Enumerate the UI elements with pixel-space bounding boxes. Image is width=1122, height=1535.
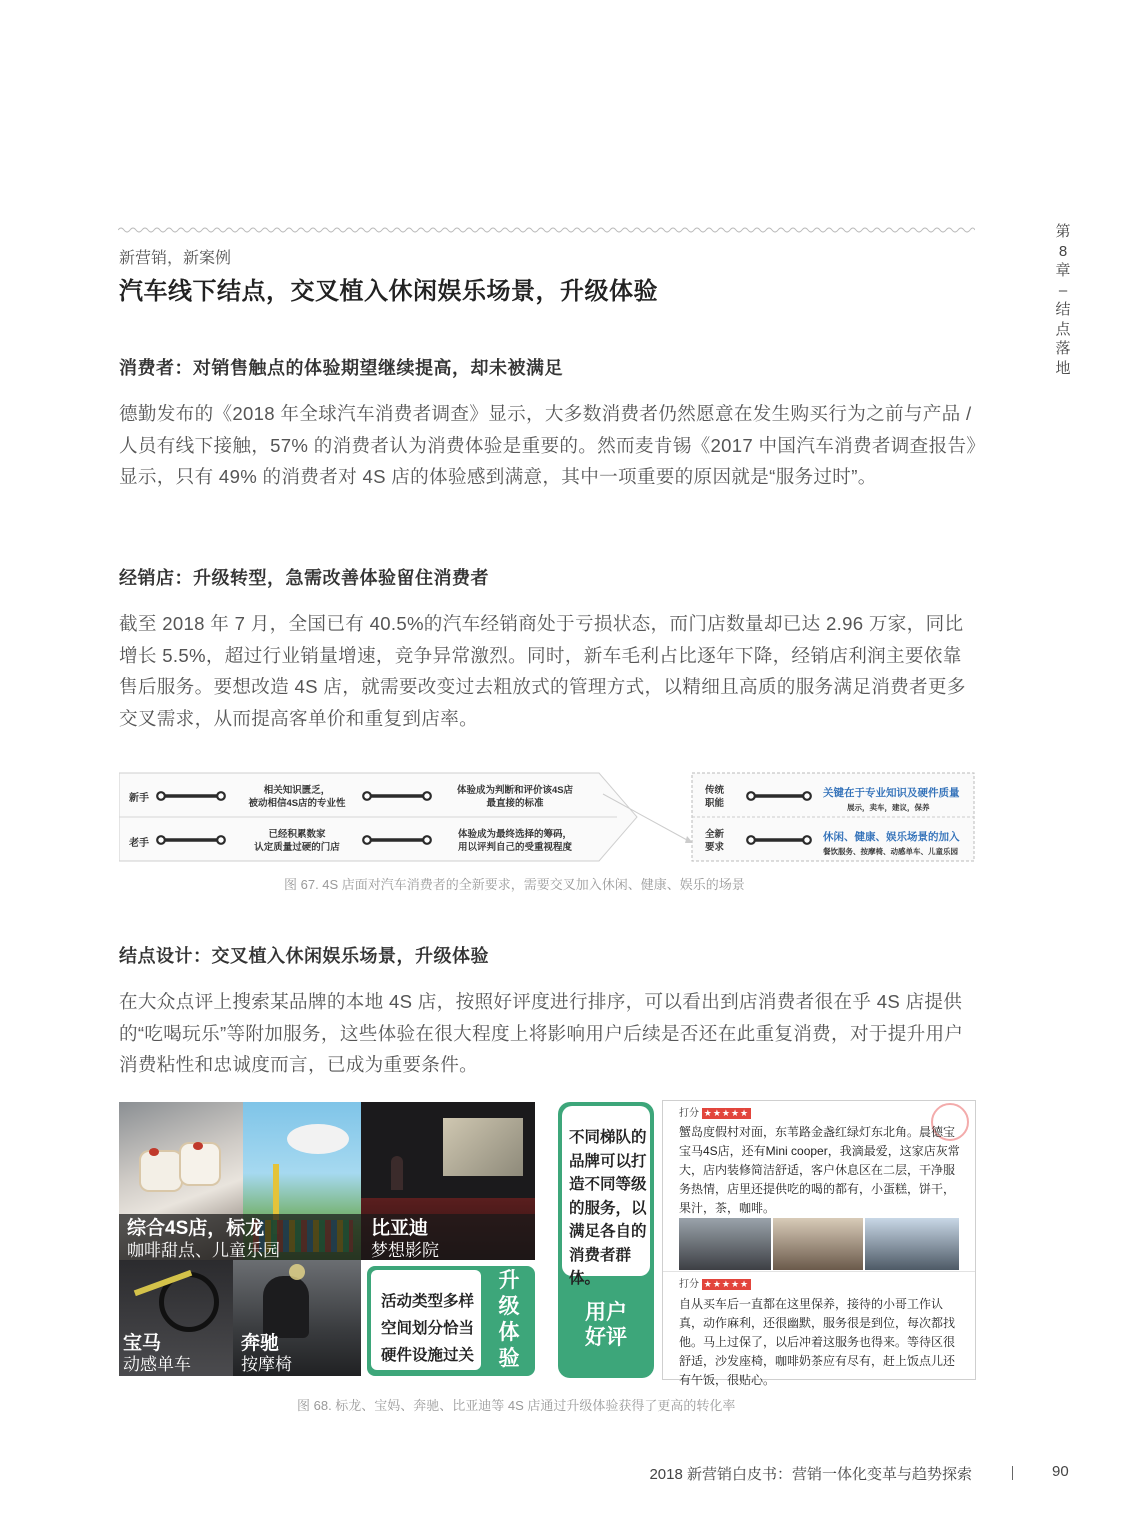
figure-67-caption: 图 67. 4S 店面对汽车消费者的全新要求，需要交叉加入休闲、健康、娱乐的场景 — [284, 877, 745, 892]
review-2-score — [679, 1275, 751, 1290]
chapter-tab-char: 章 — [1055, 262, 1071, 279]
fig67-expert-text2: 体验成为最终选择的筹码， 用以评判自己的受重视程度 — [457, 829, 572, 853]
activity-line-3: 硬件设施过关 — [381, 1347, 475, 1364]
chapter-tab-char: – — [1058, 281, 1068, 299]
photo-sub-bmw: 动感单车 — [123, 1355, 191, 1374]
section-heading-design: 结点设计：交叉植入休闲娱乐场景，升级体验 — [119, 946, 489, 966]
star-rating-icon: ★★★★★ — [703, 1278, 750, 1289]
upgrade-label — [487, 1268, 531, 1372]
chapter-tab-char: 第 — [1055, 223, 1071, 240]
fig67-traditional-label: 传统 职能 — [705, 785, 725, 809]
upgrade-label-char: 体 — [498, 1321, 520, 1344]
review-photo — [773, 1218, 863, 1270]
upgrade-experience-panel — [367, 1266, 535, 1376]
activity-line-2: 空间划分恰当 — [381, 1320, 475, 1337]
fig67-expert-text1: 已经积累数家 认定质量过硬的门店 — [254, 829, 340, 853]
review-1-score-label: 打分 — [679, 1108, 699, 1119]
chapter-tab — [1050, 222, 1076, 378]
figure-68-photo-collage — [119, 1102, 535, 1376]
footer-divider — [1012, 1466, 1013, 1480]
wavy-divider — [118, 226, 975, 234]
photo-sub-benz: 按摩椅 — [241, 1355, 292, 1374]
tier-panel — [558, 1102, 654, 1378]
upgrade-label-char: 验 — [498, 1347, 520, 1370]
review-2-text: 自从买车后一直都在这里保养，接待的小哥工作认真，动作麻利，还很幽默，服务很是到位，每次都找他。马上过保了，以后冲着这服务也得来。等待区很舒适，沙发座椅，咖啡奶茶应有尽有，赶上饭点儿还有午饭，很贴心。 — [679, 1297, 956, 1387]
fig67-new-main: 休闲、健康、娱乐场景的加入 — [823, 831, 960, 843]
review-2-score-label: 打分 — [679, 1279, 699, 1290]
review-1-score — [679, 1104, 751, 1119]
activity-box — [371, 1270, 481, 1370]
fig67-novice-text1: 相关知识匮乏， 被动相信4S店的专业性 — [248, 785, 346, 809]
figure-67-diagram — [119, 772, 975, 862]
section-kicker: 新营销，新案例 — [119, 250, 232, 267]
user-review-label-line: 好评 — [585, 1326, 627, 1349]
chapter-tab-char: 结 — [1055, 301, 1071, 318]
paragraph-dealer: 截至 2018 年 7 月，全国已有 40.5%的汽车经销商处于亏损状态，而门店数量却已达 2.96 万家，同比增长 5.5%，超过行业销量增速，竞争异常激烈。同时，新车毛利占比逐年下降，经销店利润主要依靠售后服务。要想改造 4S 店，就需要改变过去粗放式的管理方式，以精细且高质的服务满足消费者更多交叉需求，从而提高客单价和重复到店率。 — [119, 613, 966, 729]
fig67-row-label-expert: 老手 — [129, 838, 149, 849]
section-heading-consumer: 消费者：对销售触点的体验期望继续提高，却未被满足 — [119, 358, 563, 378]
review-photo — [679, 1218, 771, 1270]
page-title: 汽车线下结点，交叉植入休闲娱乐场景，升级体验 — [119, 278, 658, 305]
figure-68-caption: 图 68. 标龙、宝妈、奔驰、比亚迪等 4S 店通过升级体验获得了更高的转化率 — [297, 1398, 736, 1413]
footer-title: 2018 新营销白皮书：营销一体化变革与趋势探索 — [649, 1466, 972, 1483]
upgrade-label-char: 升 — [498, 1269, 520, 1292]
page-number: 90 — [1052, 1463, 1069, 1480]
photo-label-byd: 比亚迪 — [371, 1218, 429, 1239]
fig67-traditional-main: 关键在于专业知识及硬件质量 — [823, 787, 960, 799]
activity-line-1: 活动类型多样 — [381, 1293, 475, 1310]
fig67-traditional-sub: 展示，卖车，建议，保养 — [847, 803, 930, 812]
chapter-tab-char: 落 — [1055, 340, 1071, 357]
photo-sub-biaolong: 咖啡甜点、儿童乐园 — [127, 1241, 280, 1260]
fig67-row-label-novice: 新手 — [129, 793, 149, 804]
paragraph-consumer: 德勤发布的《2018 年全球汽车消费者调查》显示，大多数消费者仍然愿意在发生购买行为之前与产品 / 人员有线下接触，57% 的消费者认为消费体验是重要的。然而麦肯锡《2017 中国汽车消费者调查报告》显示，只有 49% 的消费者对 4S 店的体验感到满意，其中一项重要的原因就是“服务过时”。 — [119, 403, 976, 487]
photo-label-bmw: 宝马 — [123, 1333, 162, 1354]
fig67-novice-text2: 体验成为判断和评价该4S店 最直接的标准 — [456, 785, 574, 809]
upgrade-label-char: 级 — [498, 1295, 520, 1318]
chapter-tab-char: 点 — [1055, 320, 1071, 338]
tier-text-box — [562, 1106, 650, 1287]
paragraph-design: 在大众点评上搜索某品牌的本地 4S 店，按照好评度进行排序，可以看出到店消费者很在乎 4S 店提供的“吃喝玩乐”等附加服务，这些体验在很大程度上将影响用户后续是否还在此重复消费，对于提升用户消费粘性和忠诚度而言，已成为重要条件。 — [119, 991, 964, 1075]
user-review-label-line: 用户 — [585, 1301, 627, 1324]
fig67-new-sub: 餐饮服务、按摩椅、动感单车、儿童乐园 — [823, 847, 958, 856]
section-heading-dealer: 经销店：升级转型，急需改善体验留住消费者 — [119, 568, 489, 588]
fig67-new-label: 全新 要求 — [705, 829, 725, 853]
chapter-tab-char: 8 — [1058, 242, 1068, 260]
star-rating-icon: ★★★★★ — [703, 1107, 750, 1118]
photo-label-benz: 奔驰 — [241, 1333, 280, 1354]
chapter-tab-char: 地 — [1055, 359, 1071, 377]
review-panel — [662, 1100, 976, 1387]
photo-label-biaolong: 综合4S店，标龙 — [127, 1218, 265, 1239]
review-photo — [865, 1218, 959, 1270]
tier-text: 不同梯队的品牌可以打造不同等级的服务，以满足各自的消费者群体。 — [569, 1129, 647, 1287]
photo-sub-byd: 梦想影院 — [371, 1241, 439, 1260]
review-1-text: 蟹岛度假村对面，东苇路金盏红绿灯东北角。晨德宝宝马4S店，还有Mini cooper，我滴最爱，这家店灰常大，店内装修简洁舒适，客户休息区在二层，干净服务热情，店里还提供吃的喝的都有，小蛋糕，饼干，果汁，茶，咖啡。 — [679, 1125, 960, 1215]
review-photos — [679, 1218, 959, 1270]
user-review-label — [558, 1300, 654, 1350]
